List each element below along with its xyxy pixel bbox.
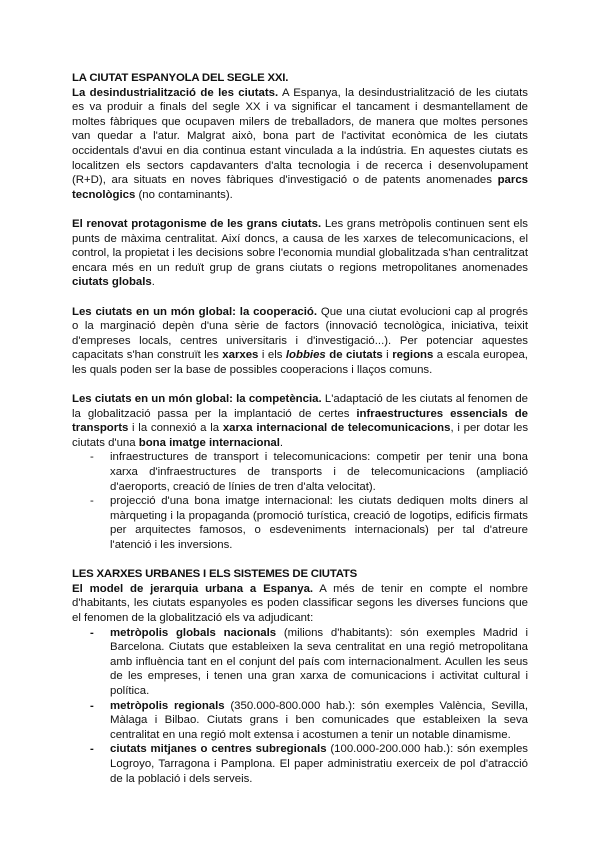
paragraph-text: . <box>279 436 284 449</box>
paragraph-text: (no contaminants). <box>135 188 233 201</box>
term-ciutats-mitjanes: ciutats mitjanes o centres subregionals <box>110 743 327 756</box>
list-item-text: (100.000-200.000 hab.): són exemples Logroyo, Tarragona i Pamplona. El paper administratiu exerceix de pol d'atracció de la població i dels serveis. <box>110 743 528 785</box>
list-item-text: (350.000-800.000 hab.): són exemples València, Sevilla, Màlaga i Bilbao. Ciutats grans i ben comunicades que estableixen la seva centralitat en una regió molt extensa i acostumen a tenir un notable dinamisme. <box>110 699 528 741</box>
term-xarxa-telecomunicacions: xarxa internacional de telecomunicacions <box>222 422 451 435</box>
section2-title: LES XARXES URBANES I ELS SISTEMES DE CIUTATS <box>72 568 358 581</box>
term-ciutats-globals: ciutats globals <box>72 276 152 289</box>
list-item <box>110 742 528 786</box>
paragraph-desindustrialitzacio <box>72 86 528 203</box>
term-metropolis-regionals: metròpolis regionals <box>110 699 225 712</box>
term-metropolis-globals: metròpolis globals nacionals <box>110 626 277 639</box>
section1-title: LA CIUTAT ESPANYOLA DEL SEGLE XXI. <box>72 72 289 84</box>
paragraph-text: i els <box>258 349 286 362</box>
paragraph-text: A més de tenir en compte el nombre d'habitants, les ciutats espanyoles es poden classificar segons les diverses funcions que el fenomen de la globalització els va adjudicant: <box>72 582 529 624</box>
paragraph-competencia <box>72 392 528 450</box>
paragraph-lead: Les ciutats en un món global: la competència. <box>72 393 322 406</box>
paragraph-cooperacio <box>72 305 528 378</box>
paragraph-text: Les grans metròpolis continuen sent els punts de màxima centralitat. Així doncs, a causa de les xarxes de telecomunicacions, el control, la propietat i les decisions sobre l'economia mundial globalitzada s'han centralitzat encara més en un reduït grup de grans ciutats o regions metropolitanes anomenades <box>72 217 528 274</box>
paragraph-text: i <box>382 349 393 362</box>
list-item <box>110 699 528 743</box>
term-de-ciutats: de ciutats <box>325 349 383 362</box>
list-item-text: (milions d'habitants): són exemples Madrid i Barcelona. Ciutats que estableixen la seva centralitat en una regió metropolitana amb influència tant en el conjunt del país com internacionalment. Acullen les seus de les empreses, i tenen una gran xarxa de comunicacions i activitat cultural i política. <box>110 626 528 697</box>
term-parcs-tecnologics: parcs tecnològics <box>72 174 528 201</box>
document-page <box>72 71 528 786</box>
paragraph-text: A Espanya, la desindustrialització de les ciutats es va produir a finals del segle XX i va significar el tancament i desmantellament de moltes fàbriques que ocupaven milers de treballadors, de manera que moltes persones van quedar a l'atur. Malgrat això, bona part de l'activitat econòmica de les ciutats occidentals d'avui en dia continua estant vinculada a la indústria. En aquestes ciutats es localitzen els sectors capdavanters d'alta tecnologia i de recerca i desenvolupament (R+D), ara situats en noves fàbriques d'investigació o de patents anomenades <box>72 86 528 187</box>
paragraph-lead: La desindustrialització de les ciutats. <box>72 86 279 99</box>
paragraph-text: a escala europea, les quals poden ser la base de possibles cooperacions i llaços comuns. <box>72 349 528 376</box>
term-bona-imatge: bona imatge internacional <box>138 436 280 449</box>
term-lobbies: lobbies <box>285 349 326 362</box>
paragraph-lead: Les ciutats en un món global: la cooperació. <box>72 305 318 318</box>
paragraph-lead: El renovat protagonisme de les grans ciutats. <box>72 217 322 230</box>
list-item: - projecció d'una bona imatge internacional: les ciutats dediquen molts diners al màrqueting i la propaganda (promoció turística, creació de logotips, edificis firmats per arquitectes famosos, o esdeveniments internacionals) per tal d'atreure l'atenció i les inversions. <box>110 494 528 552</box>
jerarquia-list <box>72 626 528 787</box>
paragraph-text: . <box>151 276 155 289</box>
term-infraestructures: infraestructures essencials de transports <box>72 407 528 435</box>
paragraph-lead: El model de jerarquia urbana a Espanya. <box>72 582 314 595</box>
list-item: - infraestructures de transport i telecomunicacions: competir per tenir una bona xarxa d'infraestructures de transports i de telecomunicacions (ampliació d'aeroports, creació de línies de tren d'alta velocitat). <box>110 450 528 494</box>
competencia-list <box>72 450 528 552</box>
paragraph-text: L'adaptació de les ciutats al fenomen de la globalització passa per la implantació de certes <box>72 393 528 420</box>
paragraph-protagonisme <box>72 217 528 290</box>
paragraph-text: i la connexió a la <box>128 422 223 435</box>
term-xarxes: xarxes <box>222 349 259 362</box>
paragraph-jerarquia <box>72 582 528 626</box>
paragraph-text: Que una ciutat evolucioni cap al progrés o la marginació depèn d'una sèrie de factors (innovació tecnològica, iniciativa, teixit d'empreses locals, centres universitaris i d'investigació...). Per potenciar aquestes capacitats s'han construït les <box>72 305 528 362</box>
list-item <box>110 626 528 699</box>
paragraph-text: , i per dotar les ciutats d'una <box>72 422 529 449</box>
term-regions: regions <box>392 349 434 362</box>
